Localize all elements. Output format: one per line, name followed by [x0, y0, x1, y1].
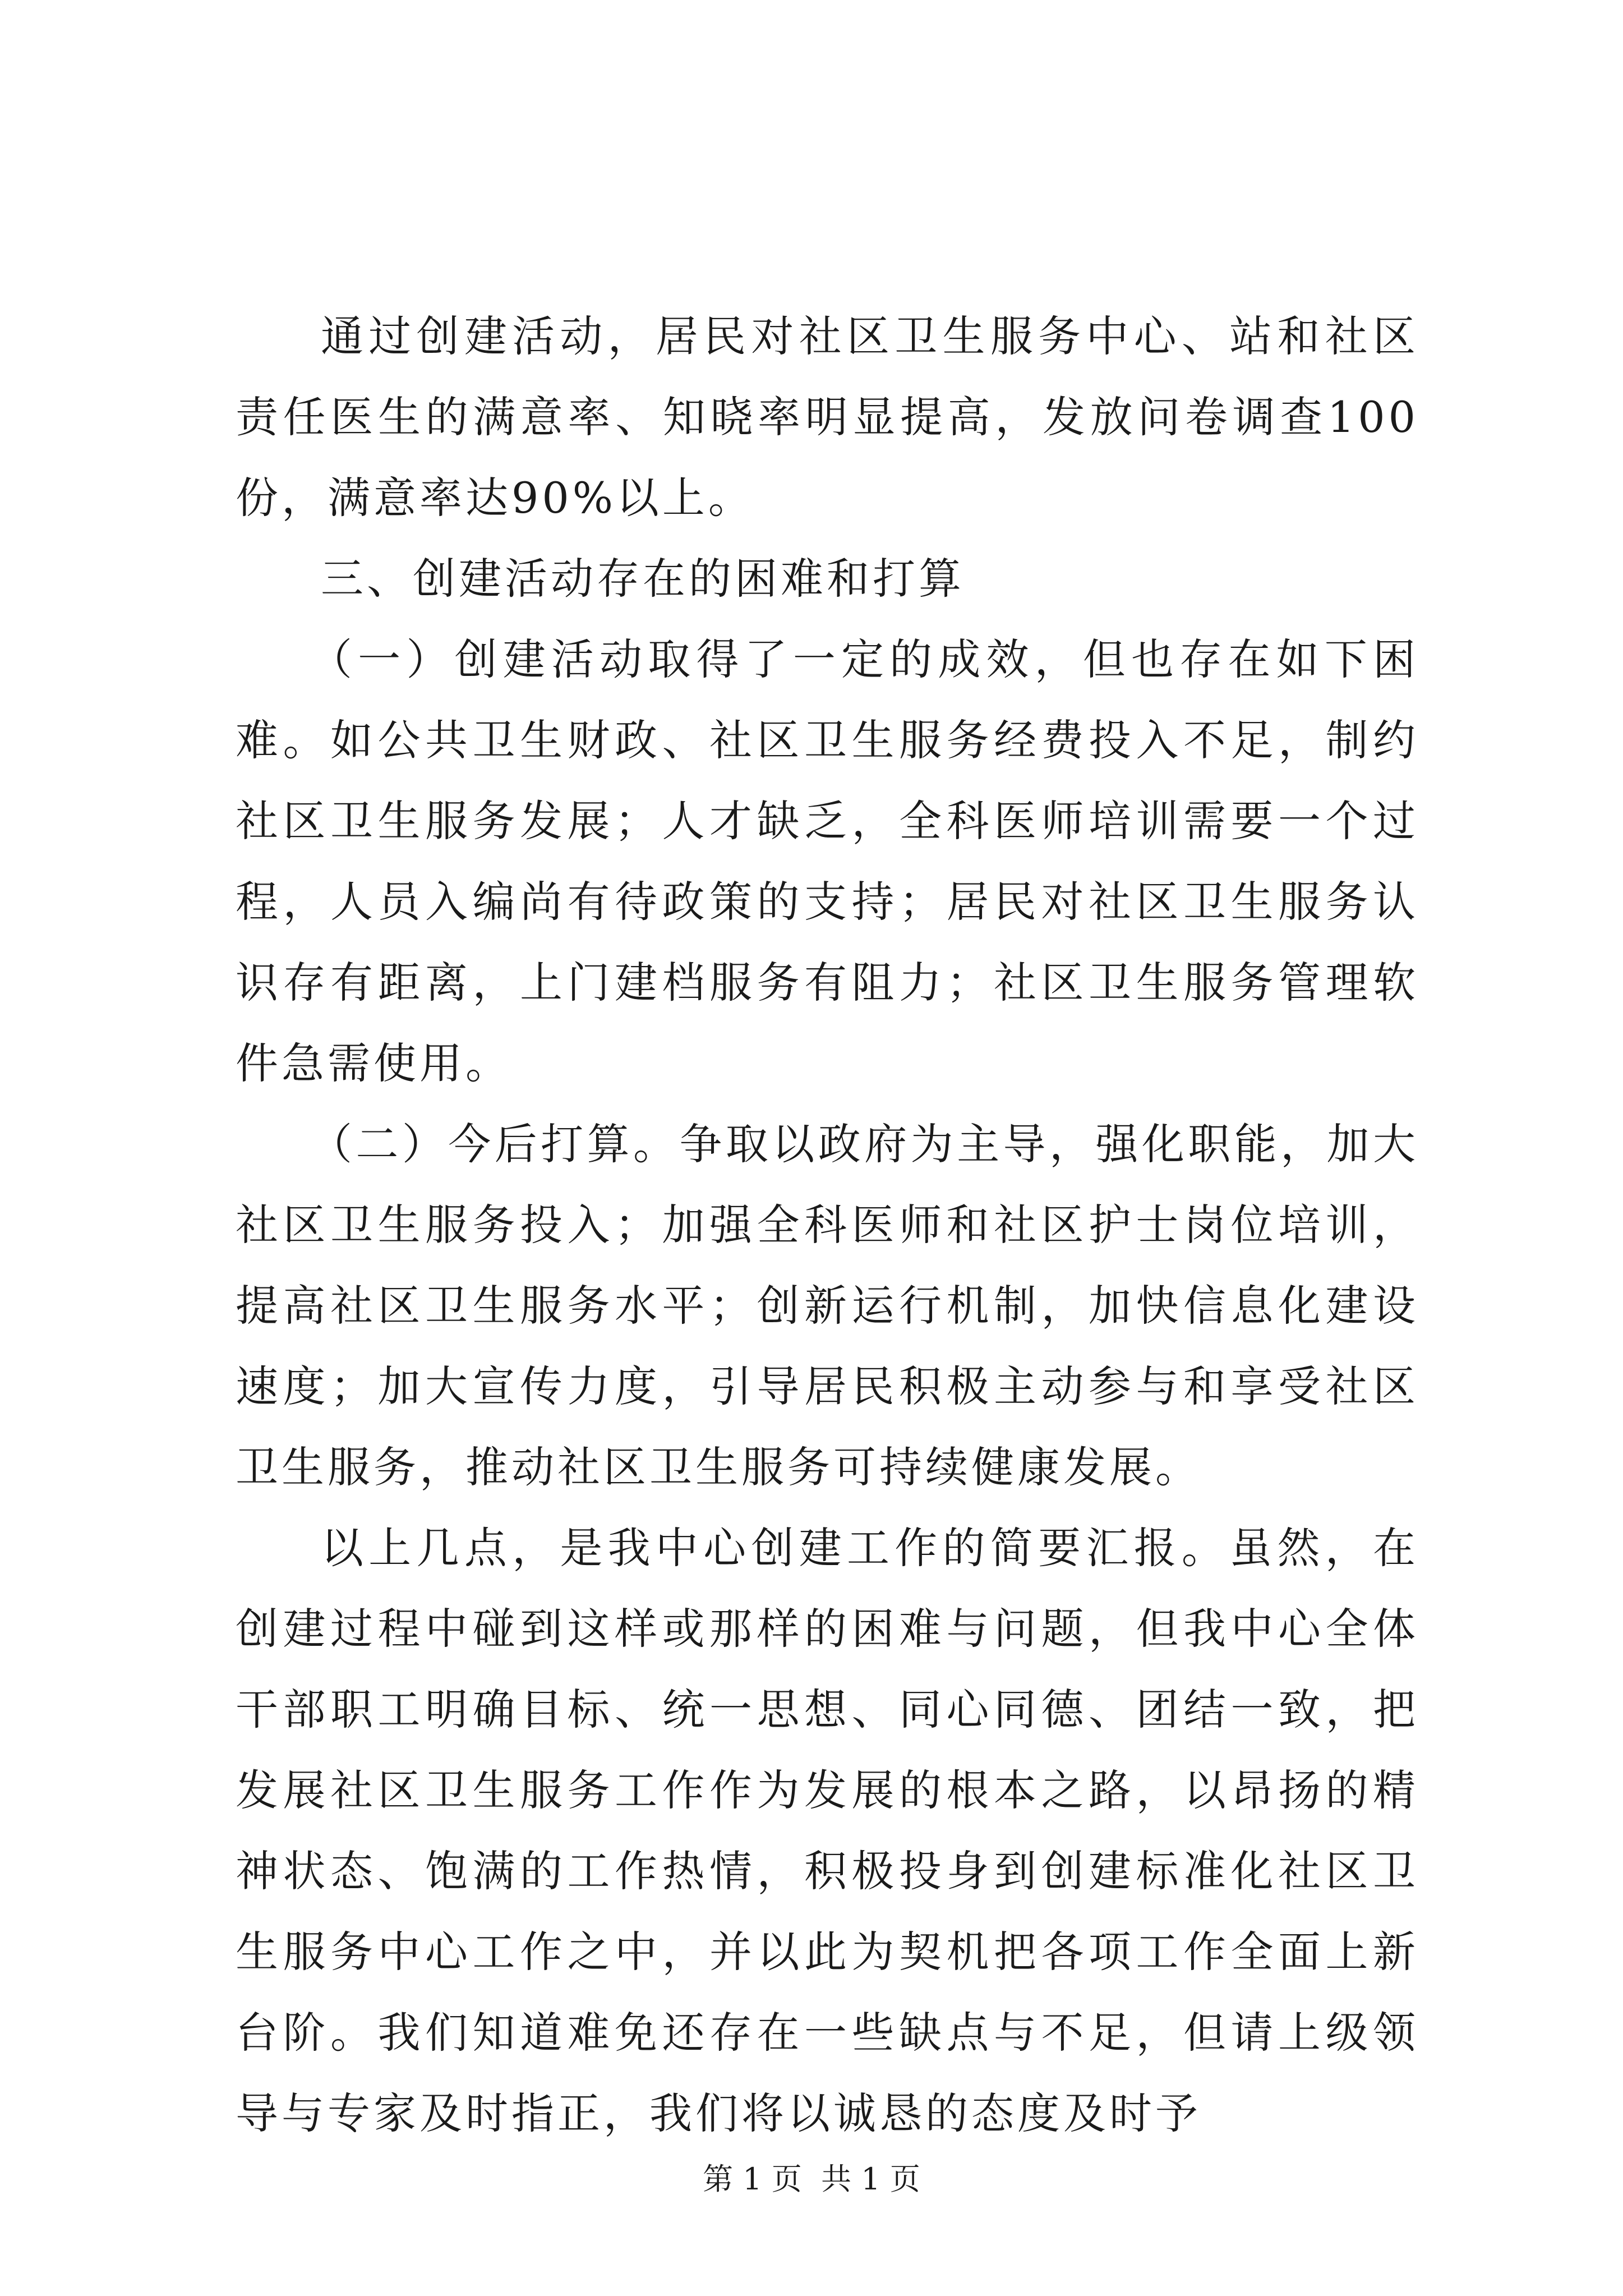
paragraph-satisfaction: 通过创建活动，居民对社区卫生服务中心、站和社区责任医生的满意率、知晓率明显提高，发放问卷调查100份，满意率达90%以上。: [236, 311, 1419, 523]
page-number-label: 第 1 页 共 1 页: [703, 2161, 920, 2197]
document-body: [236, 296, 1419, 2154]
paragraph-future-plans: （二）今后打算。争取以政府为主导，强化职能，加大社区卫生服务投入；加强全科医师和社区护士岗位培训，提高社区卫生服务水平；创新运行机制，加快信息化建设速度；加大宣传力度，引导居民积极主动参与和享受社区卫生服务，推动社区卫生服务可持续健康发展。: [236, 1119, 1419, 1492]
page-footer: [0, 2160, 1623, 2199]
section-heading-difficulties: 三、创建活动存在的困难和打算: [321, 554, 965, 604]
paragraph-summary: 以上几点，是我中心创建工作的简要汇报。虽然，在创建过程中碰到这样或那样的困难与问题，但我中心全体干部职工明确目标、统一思想、同心同德、团结一致，把发展社区卫生服务工作作为发展的根本之路，以昂扬的精神状态、饱满的工作热情，积极投身到创建标准化社区卫生服务中心工作之中，并以此为契机把各项工作全面上新台阶。我们知道难免还存在一些缺点与不足，但请上级领导与专家及时指正，我们将以诚恳的态度及时予: [236, 1523, 1419, 2138]
paragraph-difficulties: （一）创建活动取得了一定的成效，但也存在如下困难。如公共卫生财政、社区卫生服务经费投入不足，制约社区卫生服务发展；人才缺乏，全科医师培训需要一个过程，人员入编尚有待政策的支持；居民对社区卫生服务认识存有距离，上门建档服务有阻力；社区卫生服务管理软件急需使用。: [236, 634, 1419, 1088]
